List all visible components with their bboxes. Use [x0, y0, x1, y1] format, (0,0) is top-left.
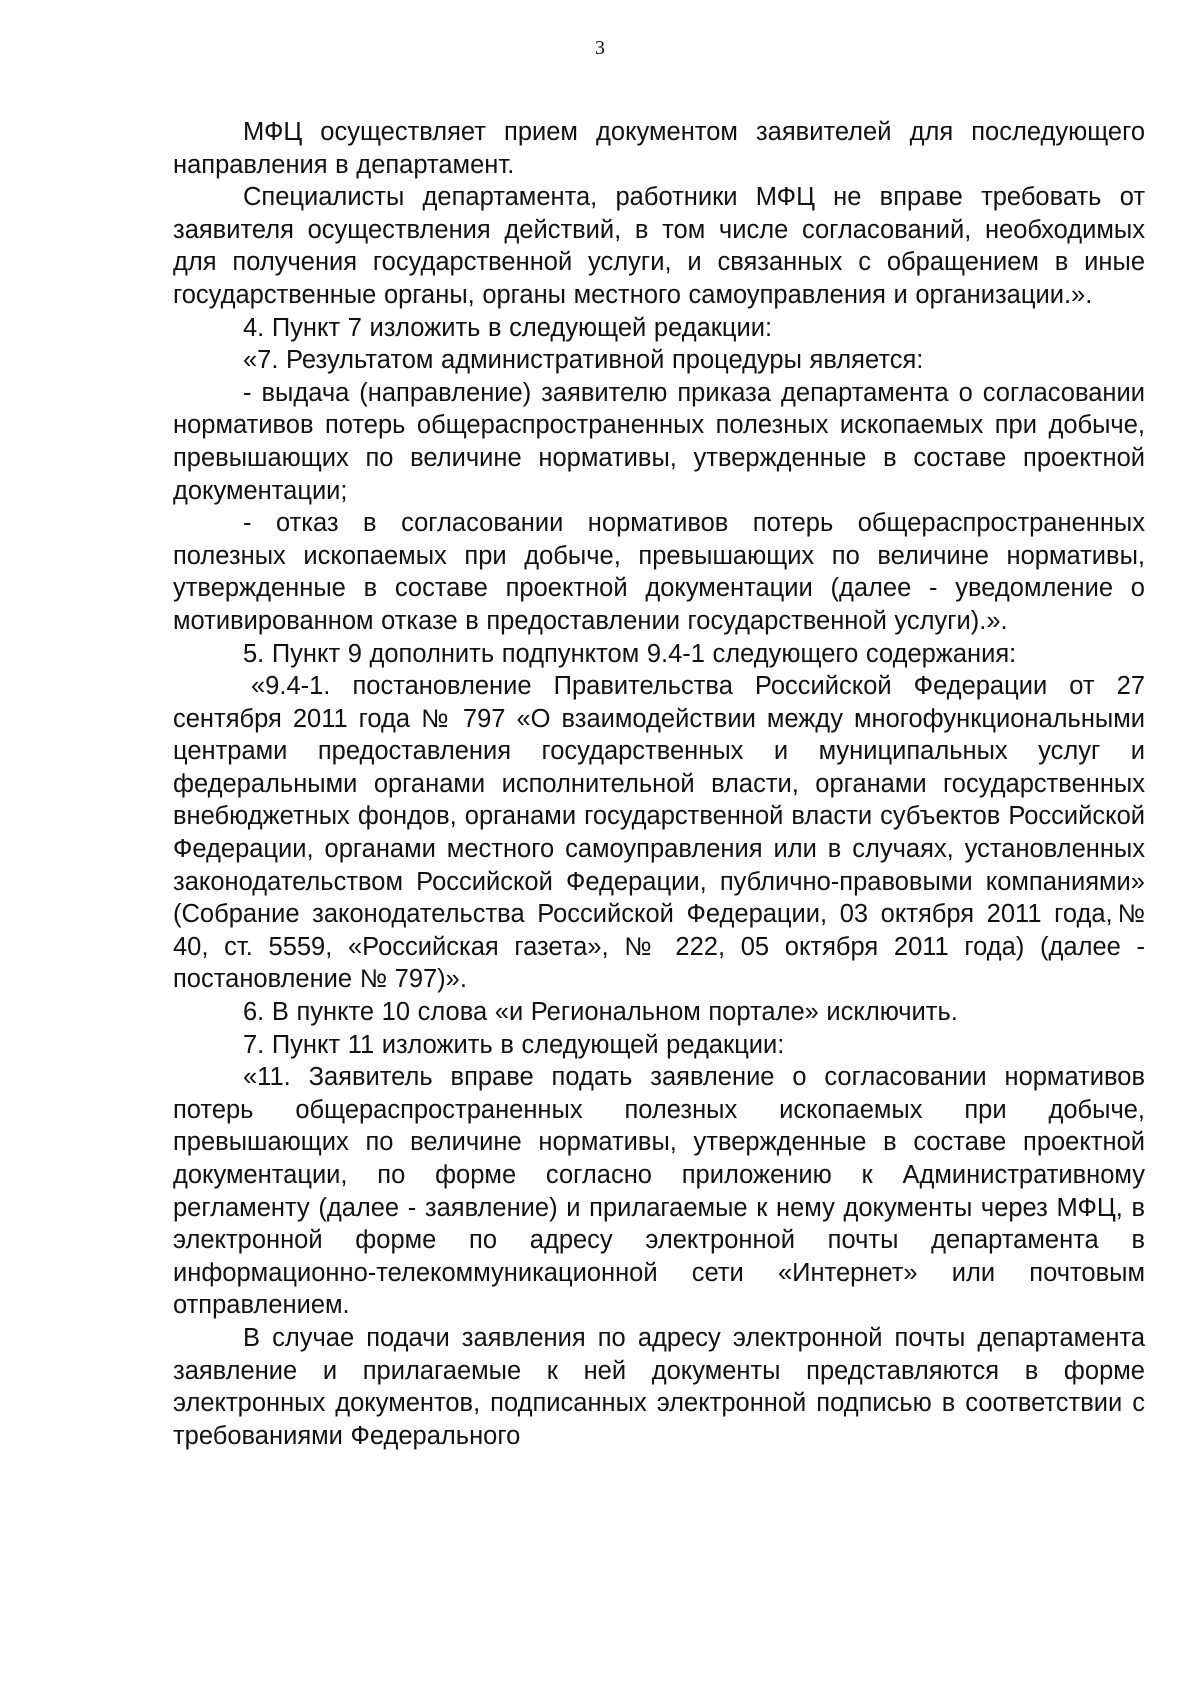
paragraph-result-issue: - выдача (направление) заявителю приказа департамента о согласовании нормативов потерь общераспространенных полезных ископаемых при добыче, превышающих по величине нормативы, утвержденные в составе проектной документации;	[173, 378, 1145, 505]
document-body	[173, 116, 1145, 1452]
paragraph-mfc-acceptance: МФЦ осуществляет прием документом заявителей для последующего направления в департамент.	[173, 118, 1145, 179]
paragraph-result-refusal: - отказ в согласовании нормативов потерь общераспространенных полезных ископаемых при добыче, превышающих по величине нормативы, утвержденные в составе проектной документации (далее - уведомление о мотивированном отказе в предоставлении государственной услуги).».	[173, 509, 1145, 635]
paragraph-specialists: Специалисты департамента, работники МФЦ не вправе требовать от заявителя осуществления действий, в том числе согласований, необходимых для получения государственной услуги, и связанных с обращением в иные государственные органы, органы местного самоуправления и организации.».	[173, 183, 1145, 309]
page-number: 3	[595, 37, 605, 59]
paragraph-result-heading: «7. Результатом административной процедуры является:	[243, 346, 924, 375]
paragraph-item-4: 4. Пункт 7 изложить в следующей редакции:	[243, 313, 773, 342]
paragraph-item-11: «11. Заявитель вправе подать заявление о согласовании нормативов потерь общераспространенных полезных ископаемых при добыче, превышающих по величине нормативы, утвержденные в составе проектной документации, по форме согласно приложению к Административному регламенту (далее - заявление) и прилагаемые к нему документы через МФЦ, в электронной форме по адресу электронной почты департамента в информационно-телекоммуникационной сети «Интернет» или почтовым отправлением.	[173, 1063, 1145, 1320]
paragraph-subitem-9-4-1: «9.4-1. постановление Правительства Российской Федерации от 27 сентября 2011 года № 797 «О взаимодействии между многофункциональными центрами предоставления государственных и муниципальных услуг и федеральными органами исполнительной власти, органами государственных внебюджетных фондов, органами государственной власти субъектов Российской Федерации, органами местного самоуправления или в случаях, установленных законодательством Российской Федерации, публично-правовыми компаниями» (Собрание законодательства Российской Федерации, 03 октября 2011 года,№ 40, ст. 5559, «Российская газета», № 222, 05 октября 2011 года) (далее - постановление № 797)».	[173, 672, 1145, 994]
paragraph-item-6: 6. В пункте 10 слова «и Региональном портале» исключить.	[243, 998, 958, 1027]
paragraph-item-5: 5. Пункт 9 дополнить подпунктом 9.4-1 следующего содержания:	[243, 639, 1017, 668]
paragraph-item-7: 7. Пункт 11 изложить в следующей редакции:	[243, 1030, 785, 1059]
paragraph-email-submission: В случае подачи заявления по адресу электронной почты департамента заявление и прилагаемые к ней документы представляются в форме электронных документов, подписанных электронной подписью в соответствии с требованиями Федерального	[173, 1323, 1145, 1450]
